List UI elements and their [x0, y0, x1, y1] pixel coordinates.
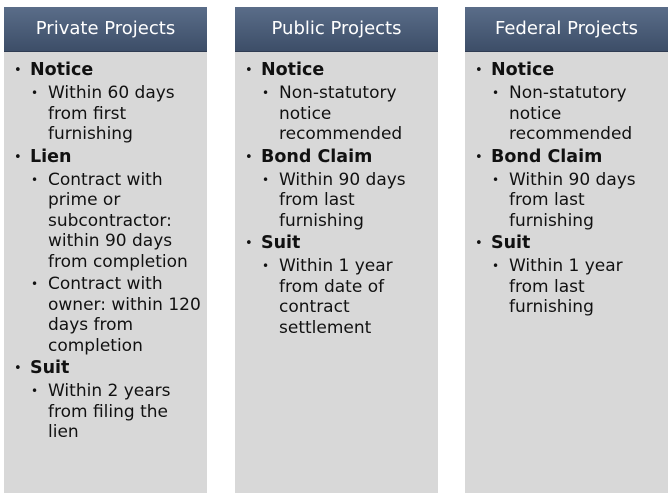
column-header: Public Projects — [235, 7, 438, 52]
column-header: Private Projects — [4, 7, 207, 52]
section-bond-claim — [473, 147, 662, 232]
section-suit — [243, 233, 432, 338]
column-private-projects — [4, 7, 207, 493]
list-item: • Within 60 days from first furnishing — [12, 83, 201, 145]
section-title: • Suit — [243, 233, 432, 254]
section-suit — [473, 233, 662, 318]
section-title: • Notice — [473, 60, 662, 81]
column-body — [465, 52, 668, 493]
list-item: • Non-statutory notice recommended — [243, 83, 432, 145]
section-lien — [12, 147, 201, 357]
section-suit — [12, 358, 201, 443]
section-title: • Notice — [243, 60, 432, 81]
section-bond-claim — [243, 147, 432, 232]
list-item: • Within 90 days from last furnishing — [243, 170, 432, 232]
section-notice — [473, 60, 662, 145]
section-title: • Suit — [12, 358, 201, 379]
section-title: • Lien — [12, 147, 201, 168]
section-notice — [243, 60, 432, 145]
column-body — [4, 52, 207, 493]
list-item: • Within 90 days from last furnishing — [473, 170, 662, 232]
list-item: • Contract with owner: within 120 days from completion — [12, 274, 201, 356]
list-item: • Within 1 year from date of contract settlement — [243, 256, 432, 338]
section-notice — [12, 60, 201, 145]
column-public-projects — [235, 7, 438, 493]
section-title: • Suit — [473, 233, 662, 254]
list-item: • Within 1 year from last furnishing — [473, 256, 662, 318]
column-header: Federal Projects — [465, 7, 668, 52]
section-title: • Bond Claim — [473, 147, 662, 168]
list-item: • Within 2 years from filing the lien — [12, 381, 201, 443]
column-body — [235, 52, 438, 493]
list-item: • Non-statutory notice recommended — [473, 83, 662, 145]
section-title: • Notice — [12, 60, 201, 81]
column-federal-projects — [465, 7, 668, 493]
section-title: • Bond Claim — [243, 147, 432, 168]
list-item: • Contract with prime or subcontractor: within 90 days from completion — [12, 170, 201, 273]
